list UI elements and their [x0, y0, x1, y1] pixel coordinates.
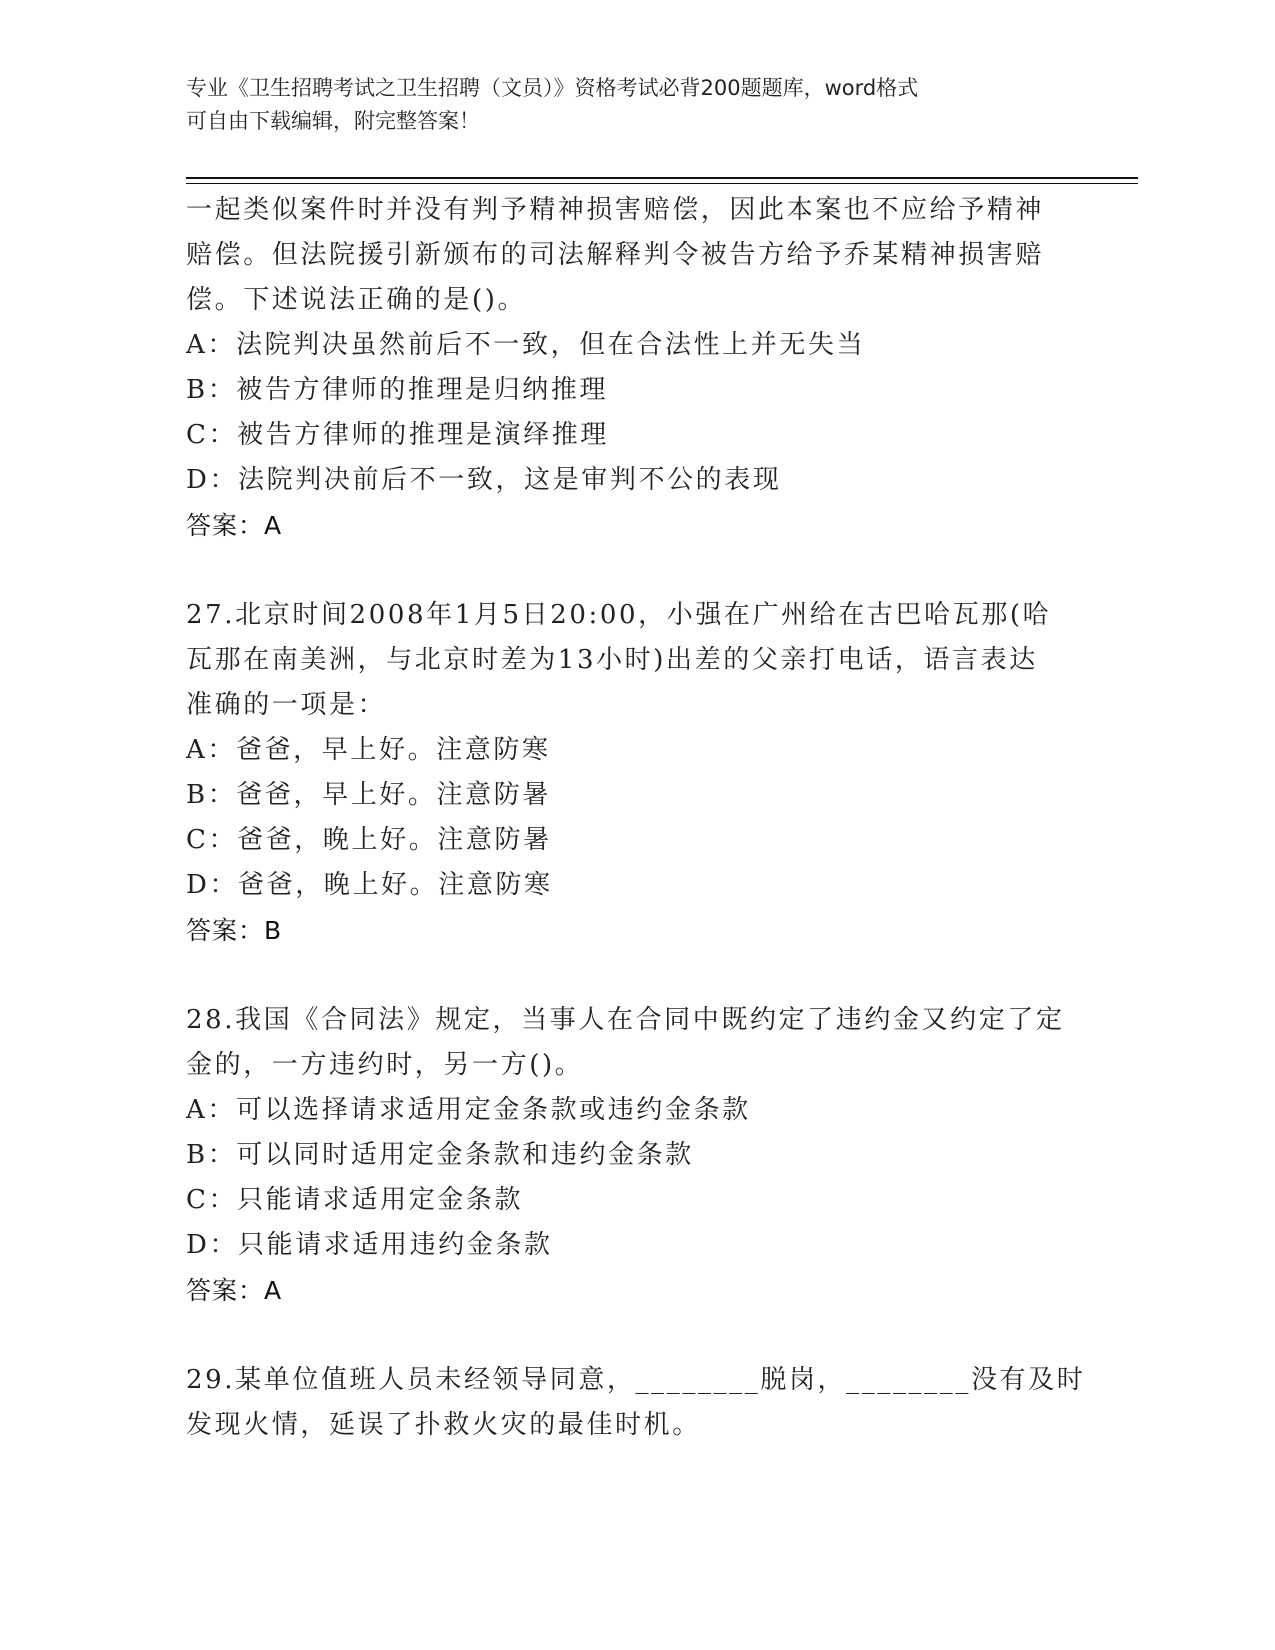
- option-b: B：可以同时适用定金条款和违约金条款: [186, 1140, 694, 1170]
- question-spacer: [186, 548, 1066, 593]
- question-spacer: [186, 1313, 1066, 1358]
- option-a: A：爸爸，早上好。注意防寒: [186, 735, 551, 765]
- question-28: [186, 998, 1066, 1313]
- option-c: C：被告方律师的推理是演绎推理: [186, 420, 609, 450]
- question-27: [186, 593, 1066, 953]
- option-c: C：爸爸，晚上好。注意防暑: [186, 825, 552, 855]
- question-text-line: 偿。下述说法正确的是()。: [186, 285, 527, 315]
- question-text-line: 赔偿。但法院援引新颁布的司法解释判令被告方给予乔某精神损害赔: [186, 240, 1045, 270]
- option-a: A：法院判决虽然前后不一致，但在合法性上并无失当: [186, 330, 866, 360]
- question-29: [186, 1358, 1086, 1448]
- answer-line: 答案：A: [186, 1276, 283, 1305]
- question-text-line: 金的，一方违约时，另一方()。: [186, 1050, 584, 1080]
- answer-line: 答案：A: [186, 511, 283, 540]
- question-text-line: 一起类似案件时并没有判予精神损害赔偿，因此本案也不应给予精神: [186, 195, 1045, 225]
- question-text-line: 29.某单位值班人员未经领导同意，________脱岗，________没有及时: [186, 1365, 1086, 1395]
- option-b: B：爸爸，早上好。注意防暑: [186, 780, 551, 810]
- option-d: D：法院判决前后不一致，这是审判不公的表现: [186, 465, 782, 495]
- question-text-line: 准确的一项是：: [186, 690, 387, 720]
- question-spacer: [186, 953, 1066, 998]
- header-line-2: 可自由下载编辑，附完整答案！: [186, 109, 480, 133]
- question-26: [186, 188, 1066, 548]
- option-a: A：可以选择请求适用定金条款或违约金条款: [186, 1095, 751, 1125]
- question-text-line: 瓦那在南美洲，与北京时差为13小时)出差的父亲打电话，语言表达: [186, 645, 1038, 675]
- question-text-line: 发现火情，延误了扑救火灾的最佳时机。: [186, 1410, 701, 1440]
- question-text-line: 27.北京时间2008年1月5日20:00，小强在广州给在古巴哈瓦那(哈: [186, 600, 1052, 630]
- option-d: D：只能请求适用违约金条款: [186, 1230, 553, 1260]
- option-d: D：爸爸，晚上好。注意防寒: [186, 870, 553, 900]
- header-line-1: 专业《卫生招聘考试之卫生招聘（文员）》资格考试必背200题题库，word格式: [186, 76, 919, 100]
- answer-line: 答案：B: [186, 916, 283, 945]
- document-header: [186, 72, 1066, 138]
- option-b: B：被告方律师的推理是归纳推理: [186, 375, 609, 405]
- question-list: [186, 188, 1086, 1448]
- header-rule-thick: [186, 177, 1138, 179]
- header-rule-thin: [186, 183, 1138, 184]
- question-text-line: 28.我国《合同法》规定，当事人在合同中既约定了违约金又约定了定: [186, 1005, 1065, 1035]
- option-c: C：只能请求适用定金条款: [186, 1185, 524, 1215]
